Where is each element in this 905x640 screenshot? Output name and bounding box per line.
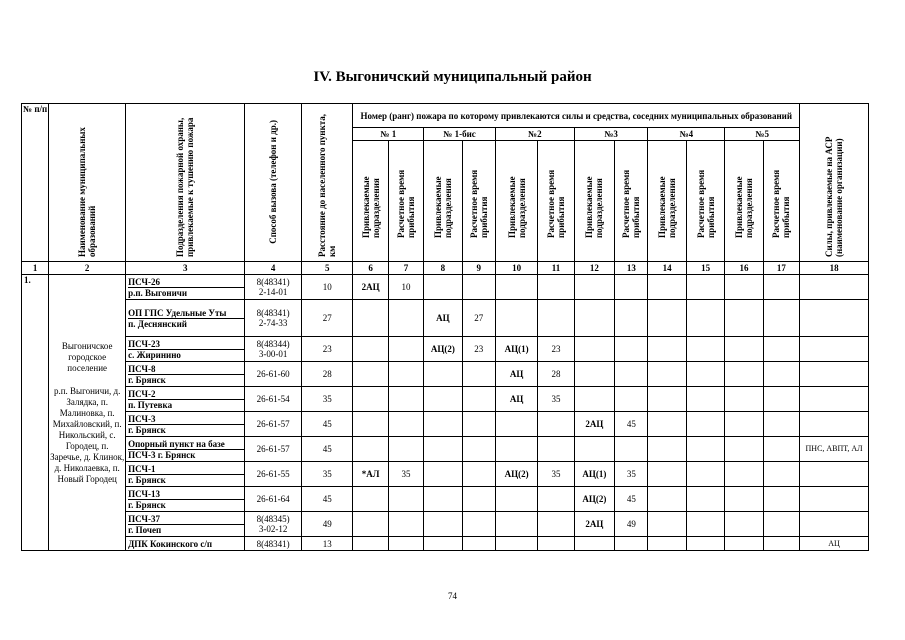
arrival-time-cell bbox=[686, 362, 724, 387]
table-row bbox=[22, 512, 869, 537]
assigned-units-cell bbox=[495, 437, 537, 462]
header-call: Способ вызова (телефон и др.) bbox=[245, 104, 302, 262]
table-row bbox=[22, 362, 869, 387]
sub-time-header: Расчетное время прибытия bbox=[462, 141, 495, 262]
unit-name: ПСЧ-3 bbox=[128, 414, 244, 425]
assigned-units-cell bbox=[725, 275, 763, 300]
header-num: № п/п bbox=[22, 104, 49, 262]
municipality-name: Выгоничское городское поселение bbox=[61, 340, 113, 373]
arrival-time-cell bbox=[686, 275, 724, 300]
distance-cell: 10 bbox=[301, 275, 353, 300]
asr-cell bbox=[800, 337, 869, 362]
rank-3: №3 bbox=[574, 128, 648, 141]
header-unit: Подразделения пожарной охраны, привлекаемые к тушению пожара bbox=[126, 104, 245, 262]
unit-cell bbox=[126, 337, 245, 362]
assigned-units-cell bbox=[353, 487, 388, 512]
assigned-units-cell bbox=[353, 387, 388, 412]
arrival-time-cell bbox=[538, 437, 574, 462]
assigned-units-cell bbox=[648, 337, 686, 362]
table-row bbox=[22, 462, 869, 487]
assigned-units-cell bbox=[424, 512, 462, 537]
assigned-units-cell bbox=[574, 537, 614, 551]
unit-cell bbox=[126, 412, 245, 437]
assigned-units-cell: АЦ(2) bbox=[495, 462, 537, 487]
fire-forces-table bbox=[21, 103, 869, 551]
call-phone-code: 8(48341) bbox=[256, 277, 290, 287]
distance-cell: 23 bbox=[301, 337, 353, 362]
sub-time-header: Расчетное время прибытия bbox=[388, 141, 423, 262]
arrival-time-cell: 35 bbox=[615, 462, 648, 487]
assigned-units-cell: АЦ(2) bbox=[574, 487, 614, 512]
table-row bbox=[22, 437, 869, 462]
assigned-units-cell bbox=[725, 487, 763, 512]
unit-name: ПСЧ-8 bbox=[128, 364, 244, 375]
arrival-time-cell bbox=[462, 512, 495, 537]
assigned-units-cell bbox=[495, 412, 537, 437]
assigned-units-cell bbox=[353, 537, 388, 551]
arrival-time-cell bbox=[462, 437, 495, 462]
assigned-units-cell: 2АЦ bbox=[574, 412, 614, 437]
arrival-time-cell bbox=[763, 537, 799, 551]
sub-units-header: Привлекаемые подразделения bbox=[574, 141, 614, 262]
column-number: 16 bbox=[725, 262, 763, 275]
column-number: 9 bbox=[462, 262, 495, 275]
column-number: 10 bbox=[495, 262, 537, 275]
arrival-time-cell bbox=[686, 337, 724, 362]
assigned-units-cell bbox=[648, 412, 686, 437]
arrival-time-cell bbox=[763, 362, 799, 387]
sub-units-header: Привлекаемые подразделения bbox=[648, 141, 686, 262]
assigned-units-cell bbox=[648, 275, 686, 300]
arrival-time-cell bbox=[763, 337, 799, 362]
distance-cell: 13 bbox=[301, 537, 353, 551]
asr-cell bbox=[800, 462, 869, 487]
arrival-time-cell: 35 bbox=[538, 462, 574, 487]
arrival-time-cell bbox=[388, 487, 423, 512]
sub-time-header: Расчетное время прибытия bbox=[538, 141, 574, 262]
assigned-units-cell bbox=[424, 412, 462, 437]
call-phone-number: 2-14-01 bbox=[258, 287, 288, 297]
distance-cell: 45 bbox=[301, 487, 353, 512]
assigned-units-cell bbox=[495, 487, 537, 512]
row-number: 1. bbox=[22, 275, 49, 551]
assigned-units-cell: 2АЦ bbox=[353, 275, 388, 300]
unit-location: ПСЧ-3 г. Брянск bbox=[128, 449, 196, 460]
assigned-units-cell bbox=[648, 487, 686, 512]
rank-2: №2 bbox=[495, 128, 574, 141]
assigned-units-cell bbox=[424, 387, 462, 412]
assigned-units-cell bbox=[574, 300, 614, 337]
sub-time-header: Расчетное время прибытия bbox=[686, 141, 724, 262]
unit-name: ОП ГПС Удельные Уты bbox=[128, 308, 244, 319]
column-number: 3 bbox=[126, 262, 245, 275]
unit-location: п. Путевка bbox=[128, 399, 173, 410]
sub-units-header: Привлекаемые подразделения bbox=[424, 141, 462, 262]
call-phone-code: 26-61-55 bbox=[256, 469, 290, 479]
call-cell bbox=[245, 387, 302, 412]
asr-cell bbox=[800, 387, 869, 412]
assigned-units-cell bbox=[648, 512, 686, 537]
assigned-units-cell bbox=[574, 387, 614, 412]
assigned-units-cell: АЦ bbox=[495, 387, 537, 412]
table-row bbox=[22, 337, 869, 362]
call-phone-code: 8(48341) bbox=[256, 308, 290, 318]
unit-name: Опорный пункт на базе bbox=[128, 439, 244, 450]
rank-4: №4 bbox=[648, 128, 725, 141]
table-row bbox=[22, 300, 869, 337]
assigned-units-cell bbox=[725, 462, 763, 487]
arrival-time-cell bbox=[462, 487, 495, 512]
column-number: 13 bbox=[615, 262, 648, 275]
arrival-time-cell: 45 bbox=[615, 487, 648, 512]
asr-cell bbox=[800, 412, 869, 437]
assigned-units-cell bbox=[424, 462, 462, 487]
assigned-units-cell bbox=[424, 437, 462, 462]
assigned-units-cell bbox=[725, 512, 763, 537]
column-number: 18 bbox=[800, 262, 869, 275]
unit-location: с. Жиринино bbox=[128, 349, 181, 360]
call-phone-code: 26-61-54 bbox=[256, 394, 290, 404]
assigned-units-cell: АЦ(1) bbox=[495, 337, 537, 362]
assigned-units-cell bbox=[725, 300, 763, 337]
arrival-time-cell: 10 bbox=[388, 275, 423, 300]
assigned-units-cell bbox=[725, 412, 763, 437]
unit-location: г. Брянск bbox=[128, 474, 166, 485]
arrival-time-cell bbox=[615, 300, 648, 337]
arrival-time-cell: 35 bbox=[538, 387, 574, 412]
assigned-units-cell bbox=[725, 437, 763, 462]
sub-time-header: Расчетное время прибытия bbox=[763, 141, 799, 262]
assigned-units-cell bbox=[648, 537, 686, 551]
arrival-time-cell bbox=[686, 387, 724, 412]
arrival-time-cell bbox=[686, 300, 724, 337]
table-row bbox=[22, 487, 869, 512]
column-number: 1 bbox=[22, 262, 49, 275]
call-phone-code: 26-61-60 bbox=[256, 369, 290, 379]
asr-cell bbox=[800, 487, 869, 512]
distance-cell: 27 bbox=[301, 300, 353, 337]
municipality-cell bbox=[49, 275, 126, 551]
assigned-units-cell bbox=[353, 412, 388, 437]
column-number: 5 bbox=[301, 262, 353, 275]
distance-cell: 45 bbox=[301, 412, 353, 437]
assigned-units-cell bbox=[353, 362, 388, 387]
call-cell bbox=[245, 462, 302, 487]
unit-location: г. Брянск bbox=[128, 499, 166, 510]
arrival-time-cell: 45 bbox=[615, 412, 648, 437]
column-number: 2 bbox=[49, 262, 126, 275]
unit-name: ПСЧ-37 bbox=[128, 514, 244, 525]
assigned-units-cell bbox=[424, 275, 462, 300]
rank-1bis: № 1-бис bbox=[424, 128, 496, 141]
unit-name: ПСЧ-13 bbox=[128, 489, 244, 500]
assigned-units-cell bbox=[725, 362, 763, 387]
arrival-time-cell bbox=[763, 462, 799, 487]
assigned-units-cell bbox=[574, 275, 614, 300]
arrival-time-cell bbox=[388, 300, 423, 337]
column-number: 17 bbox=[763, 262, 799, 275]
arrival-time-cell bbox=[388, 512, 423, 537]
column-number: 7 bbox=[388, 262, 423, 275]
arrival-time-cell bbox=[763, 512, 799, 537]
call-cell bbox=[245, 300, 302, 337]
assigned-units-cell bbox=[495, 275, 537, 300]
table-row bbox=[22, 412, 869, 437]
call-phone-code: 26-61-57 bbox=[256, 444, 290, 454]
arrival-time-cell bbox=[462, 387, 495, 412]
arrival-time-cell bbox=[615, 275, 648, 300]
assigned-units-cell bbox=[495, 512, 537, 537]
arrival-time-cell bbox=[462, 275, 495, 300]
column-number: 4 bbox=[245, 262, 302, 275]
distance-cell: 35 bbox=[301, 387, 353, 412]
arrival-time-cell bbox=[388, 387, 423, 412]
assigned-units-cell bbox=[353, 300, 388, 337]
unit-location: г. Почеп bbox=[128, 524, 162, 535]
assigned-units-cell bbox=[353, 437, 388, 462]
assigned-units-cell bbox=[648, 462, 686, 487]
assigned-units-cell bbox=[725, 537, 763, 551]
unit-location: р.п. Выгоничи bbox=[128, 287, 188, 298]
arrival-time-cell bbox=[615, 387, 648, 412]
arrival-time-cell bbox=[538, 275, 574, 300]
arrival-time-cell: 23 bbox=[462, 337, 495, 362]
arrival-time-cell bbox=[538, 412, 574, 437]
arrival-time-cell bbox=[686, 412, 724, 437]
header-mo: Наименование муниципальных образований bbox=[49, 104, 126, 262]
arrival-time-cell bbox=[763, 437, 799, 462]
assigned-units-cell: 2АЦ bbox=[574, 512, 614, 537]
distance-cell: 28 bbox=[301, 362, 353, 387]
call-cell bbox=[245, 537, 302, 551]
arrival-time-cell bbox=[763, 412, 799, 437]
arrival-time-cell bbox=[538, 512, 574, 537]
assigned-units-cell bbox=[574, 437, 614, 462]
assigned-units-cell bbox=[424, 487, 462, 512]
table-row bbox=[22, 387, 869, 412]
unit-location: г. Брянск bbox=[128, 424, 166, 435]
assigned-units-cell bbox=[574, 337, 614, 362]
asr-cell: ПНС, АВПТ, АЛ bbox=[800, 437, 869, 462]
header-asr: Силы, привлекаемые на АСР (наименование организации) bbox=[800, 104, 869, 262]
rank-1: № 1 bbox=[353, 128, 424, 141]
unit-name: ПСЧ-1 bbox=[128, 464, 244, 475]
assigned-units-cell bbox=[725, 337, 763, 362]
assigned-units-cell bbox=[424, 537, 462, 551]
call-phone-code: 8(48344) bbox=[256, 339, 290, 349]
sub-units-header: Привлекаемые подразделения bbox=[725, 141, 763, 262]
column-number: 12 bbox=[574, 262, 614, 275]
call-cell bbox=[245, 362, 302, 387]
assigned-units-cell bbox=[424, 362, 462, 387]
column-numbers-row bbox=[22, 262, 869, 275]
unit-cell bbox=[126, 512, 245, 537]
arrival-time-cell bbox=[615, 537, 648, 551]
column-number: 6 bbox=[353, 262, 388, 275]
arrival-time-cell: 49 bbox=[615, 512, 648, 537]
arrival-time-cell bbox=[763, 300, 799, 337]
arrival-time-cell: 23 bbox=[538, 337, 574, 362]
arrival-time-cell bbox=[538, 300, 574, 337]
call-phone-number: 2-74-33 bbox=[258, 318, 288, 328]
call-phone-code: 26-61-64 bbox=[256, 494, 290, 504]
call-phone-code: 8(48345) bbox=[256, 514, 290, 524]
assigned-units-cell bbox=[353, 337, 388, 362]
call-cell bbox=[245, 437, 302, 462]
call-cell bbox=[245, 487, 302, 512]
unit-name: ДПК Кокинского с/п bbox=[128, 538, 213, 549]
call-phone-code: 26-61-57 bbox=[256, 419, 290, 429]
arrival-time-cell bbox=[763, 387, 799, 412]
call-phone-number: 3-02-12 bbox=[258, 524, 288, 534]
column-number: 8 bbox=[424, 262, 462, 275]
assigned-units-cell bbox=[648, 300, 686, 337]
arrival-time-cell bbox=[686, 462, 724, 487]
call-cell bbox=[245, 337, 302, 362]
arrival-time-cell bbox=[462, 537, 495, 551]
arrival-time-cell: 35 bbox=[388, 462, 423, 487]
assigned-units-cell bbox=[353, 512, 388, 537]
arrival-time-cell bbox=[615, 362, 648, 387]
table-row bbox=[22, 537, 869, 551]
assigned-units-cell: АЦ bbox=[495, 362, 537, 387]
arrival-time-cell bbox=[763, 275, 799, 300]
unit-cell bbox=[126, 275, 245, 300]
arrival-time-cell bbox=[462, 412, 495, 437]
asr-cell bbox=[800, 362, 869, 387]
arrival-time-cell bbox=[462, 462, 495, 487]
unit-name: ПСЧ-23 bbox=[128, 339, 244, 350]
page-title: IV. Выгоничский муниципальный район bbox=[313, 69, 592, 85]
column-number: 15 bbox=[686, 262, 724, 275]
unit-cell bbox=[126, 487, 245, 512]
assigned-units-cell: АЦ(2) bbox=[424, 337, 462, 362]
arrival-time-cell bbox=[538, 537, 574, 551]
page-number: 74 bbox=[448, 591, 457, 601]
arrival-time-cell: 27 bbox=[462, 300, 495, 337]
sub-time-header: Расчетное время прибытия bbox=[615, 141, 648, 262]
distance-cell: 45 bbox=[301, 437, 353, 462]
unit-cell bbox=[126, 300, 245, 337]
arrival-time-cell bbox=[388, 537, 423, 551]
assigned-units-cell bbox=[495, 537, 537, 551]
unit-cell bbox=[126, 437, 245, 462]
unit-name: ПСЧ-2 bbox=[128, 389, 244, 400]
assigned-units-cell: АЦ(1) bbox=[574, 462, 614, 487]
unit-cell bbox=[126, 537, 245, 551]
arrival-time-cell bbox=[615, 337, 648, 362]
asr-cell: АЦ bbox=[800, 537, 869, 551]
arrival-time-cell bbox=[686, 512, 724, 537]
unit-cell bbox=[126, 462, 245, 487]
assigned-units-cell bbox=[495, 300, 537, 337]
arrival-time-cell bbox=[388, 362, 423, 387]
asr-cell bbox=[800, 300, 869, 337]
assigned-units-cell bbox=[574, 362, 614, 387]
call-phone-number: 3-00-01 bbox=[258, 349, 288, 359]
arrival-time-cell bbox=[388, 412, 423, 437]
arrival-time-cell bbox=[686, 537, 724, 551]
sub-units-header: Привлекаемые подразделения bbox=[353, 141, 388, 262]
arrival-time-cell bbox=[388, 337, 423, 362]
rank-5: №5 bbox=[725, 128, 800, 141]
assigned-units-cell bbox=[648, 362, 686, 387]
table-row bbox=[22, 275, 869, 300]
header-dist: Расстояние до населенного пункта, км bbox=[301, 104, 353, 262]
sub-units-header: Привлекаемые подразделения bbox=[495, 141, 537, 262]
arrival-time-cell bbox=[686, 437, 724, 462]
municipality-places: р.п. Выгоничи, д. Залядка, п. Малиновка, п. Михайловский, п. Никольский, с. Городец, п. Заречье, д. Клинок, д. Николаевка, п. Новый Городец bbox=[50, 385, 125, 484]
unit-cell bbox=[126, 387, 245, 412]
call-cell bbox=[245, 275, 302, 300]
column-number: 11 bbox=[538, 262, 574, 275]
call-cell bbox=[245, 512, 302, 537]
unit-name: ПСЧ-26 bbox=[128, 277, 244, 288]
column-number: 14 bbox=[648, 262, 686, 275]
assigned-units-cell: *АЛ bbox=[353, 462, 388, 487]
asr-cell bbox=[800, 275, 869, 300]
unit-location: п. Деснянский bbox=[128, 318, 187, 329]
arrival-time-cell bbox=[615, 437, 648, 462]
arrival-time-cell bbox=[763, 487, 799, 512]
assigned-units-cell bbox=[648, 387, 686, 412]
header-rank-group: Номер (ранг) пожара по которому привлекаются силы и средства, соседних муниципальных образований bbox=[353, 104, 800, 128]
call-cell bbox=[245, 412, 302, 437]
arrival-time-cell bbox=[538, 487, 574, 512]
distance-cell: 49 bbox=[301, 512, 353, 537]
call-phone-code: 8(48341) bbox=[256, 538, 290, 549]
arrival-time-cell: 28 bbox=[538, 362, 574, 387]
arrival-time-cell bbox=[462, 362, 495, 387]
assigned-units-cell bbox=[648, 437, 686, 462]
distance-cell: 35 bbox=[301, 462, 353, 487]
arrival-time-cell bbox=[686, 487, 724, 512]
unit-location: г. Брянск bbox=[128, 374, 166, 385]
unit-cell bbox=[126, 362, 245, 387]
arrival-time-cell bbox=[388, 437, 423, 462]
assigned-units-cell: АЦ bbox=[424, 300, 462, 337]
asr-cell bbox=[800, 512, 869, 537]
assigned-units-cell bbox=[725, 387, 763, 412]
